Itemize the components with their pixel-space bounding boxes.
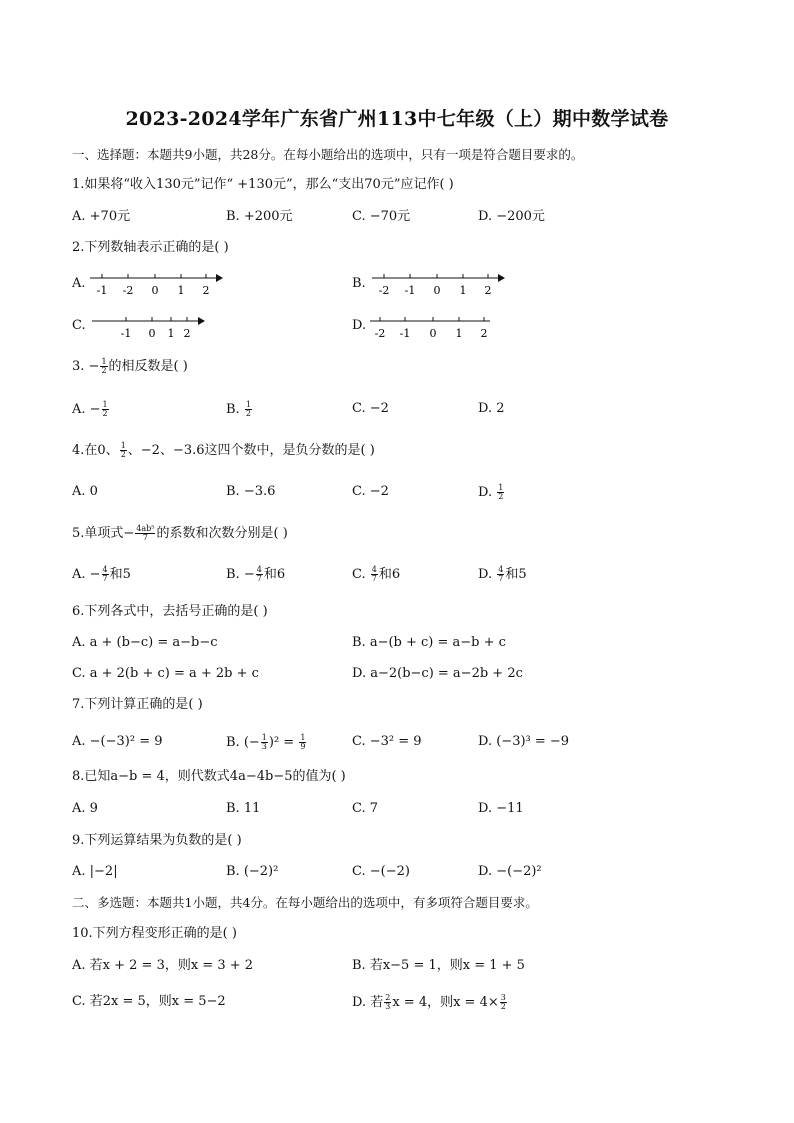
section-heading-choice: 一、选择题：本题共9小题，共28分。在每小题给出的选项中，只有一项是符合题目要求的。 [72,147,584,162]
q10-option-b: B. 若x−5 = 1，则x = 1 + 5 [352,958,525,973]
q1-option-c: C. −70元 [352,209,411,224]
q9-option-a: A. |−2| [72,864,118,879]
tick-label: -2 [378,284,390,297]
q5-option-d: D. $\frac{4}{7}$ 和5 [478,565,527,583]
question-8-stem: 8.已知a−b = 4，则代数式4a−4b−5的值为( ) [72,769,346,784]
fraction: $\frac{1}{2}$ [120,441,126,459]
fraction: $\frac{\text{4ab⁵}}{7}$ [136,524,155,542]
q8-option-b: B. 11 [226,801,261,816]
q4-option-a: A. 0 [72,484,98,499]
fraction: $\frac{4}{7}$ [371,565,377,583]
fraction: $\frac{1}{2}$ [245,400,251,418]
tick-label: 1 [455,327,463,340]
fraction: $\frac{4}{7}$ [498,565,504,583]
q8-option-a: A. 9 [72,801,98,816]
question-1-stem: 1.如果将“收入130元”记作“ +130元”，那么“支出70元”应记作( ) [72,177,454,192]
q7-option-c: C. −3² = 9 [352,734,422,749]
tick-label: -1 [404,284,416,297]
q4-option-c: C. −2 [352,484,389,499]
q7-option-d: D. (−3)³ = −9 [478,734,570,749]
q2-option-b-label: B. [352,276,366,291]
q10-option-a: A. 若x + 2 = 3，则x = 3 + 2 [72,958,254,973]
fraction: $\frac{1}{2}$ [101,357,107,375]
tick-label: 2 [484,284,492,297]
question-10-stem: 10.下列方程变形正确的是( ) [72,926,237,941]
q2-option-c-label: C. [72,318,86,333]
tick-label: 2 [202,284,210,297]
tick-label: -2 [122,284,134,297]
question-3-stem: 3. − $\frac{1}{2}$ 的相反数是( ) [72,357,188,375]
section-heading-multi: 二、多选题：本题共1小题，共4分。在每小题给出的选项中，有多项符合题目要求。 [72,895,538,910]
fraction: $\frac{3}{2}$ [500,993,506,1011]
q5-option-a: A. − $\frac{4}{7}$ 和5 [72,565,131,583]
fraction: $\frac{1}{9}$ [300,733,306,751]
fraction: $\frac{4}{7}$ [102,565,108,583]
q5-option-c: C. $\frac{4}{7}$ 和6 [352,565,401,583]
q6-option-b: B. a−(b + c) = a−b + c [352,635,506,650]
fraction: $\frac{1}{2}$ [498,483,504,501]
q7-option-b: B. (− $\frac{1}{3}$ )² = $\frac{1}{9}$ [226,733,306,751]
tick-label: 2 [480,327,488,340]
number-line-d [368,313,498,343]
page-title: 2023-2024学年广东省广州113中七年级（上）期中数学试卷 [125,108,669,130]
fraction: $\frac{1}{2}$ [102,400,108,418]
q1-option-a: A. +70元 [72,209,131,224]
number-line-a [88,270,228,300]
tick-label: 0 [148,327,156,340]
q1-option-d: D. −200元 [478,209,545,224]
q3-option-c: C. −2 [352,401,389,416]
tick-label: 0 [151,284,159,297]
tick-label: 2 [183,327,191,340]
q6-option-a: A. a + (b−c) = a−b−c [72,635,218,650]
question-9-stem: 9.下列运算结果为负数的是( ) [72,833,242,848]
tick-label: -1 [120,327,132,340]
q3-option-d: D. 2 [478,401,505,416]
q6-option-d: D. a−2(b−c) = a−2b + 2c [352,666,523,681]
q8-option-d: D. −11 [478,801,524,816]
question-2-stem: 2.下列数轴表示正确的是( ) [72,240,229,255]
q3-option-b: B. $\frac{1}{2}$ [226,400,251,418]
tick-label: -1 [399,327,411,340]
question-7-stem: 7.下列计算正确的是( ) [72,697,203,712]
q5-option-b: B. − $\frac{4}{7}$ 和6 [226,565,286,583]
fraction: $\frac{4}{7}$ [256,565,262,583]
number-line-b [370,270,515,300]
question-6-stem: 6.下列各式中，去括号正确的是( ) [72,604,268,619]
tick-label: 0 [433,284,441,297]
tick-label: 1 [177,284,185,297]
tick-label: 0 [429,327,437,340]
tick-label: 1 [459,284,467,297]
q9-option-b: B. (−2)² [226,864,279,879]
q7-option-a: A. −(−3)² = 9 [72,734,163,749]
q3-option-a: A. − $\frac{1}{2}$ [72,400,108,418]
tick-label: 1 [167,327,175,340]
q2-option-d-label: D. [352,318,367,333]
q4-option-d: D. $\frac{1}{2}$ [478,483,504,501]
fraction: $\frac{2}{3}$ [385,993,391,1011]
q9-option-d: D. −(−2)² [478,864,542,879]
tick-label: -1 [96,284,108,297]
question-5-stem: 5.单项式− $\frac{\text{4ab⁵}}{7}$ 的系数和次数分别是( ) [72,524,288,542]
q4-option-b: B. −3.6 [226,484,276,499]
q10-option-c: C. 若2x = 5，则x = 5−2 [72,994,226,1009]
q1-option-b: B. +200元 [226,209,293,224]
q9-option-c: C. −(−2) [352,864,410,879]
tick-label: -2 [374,327,386,340]
q10-option-d: D. 若 $\frac{2}{3}$ x = 4，则x = 4× $\frac{3}{2}$ [352,993,506,1011]
q6-option-c: C. a + 2(b + c) = a + 2b + c [72,666,259,681]
number-line-c [90,313,210,343]
q2-option-a-label: A. [72,276,86,291]
question-4-stem: 4.在0、 $\frac{1}{2}$ 、−2、−3.6这四个数中，是负分数的是( ) [72,441,375,459]
fraction: $\frac{1}{3}$ [261,733,267,751]
q8-option-c: C. 7 [352,801,379,816]
